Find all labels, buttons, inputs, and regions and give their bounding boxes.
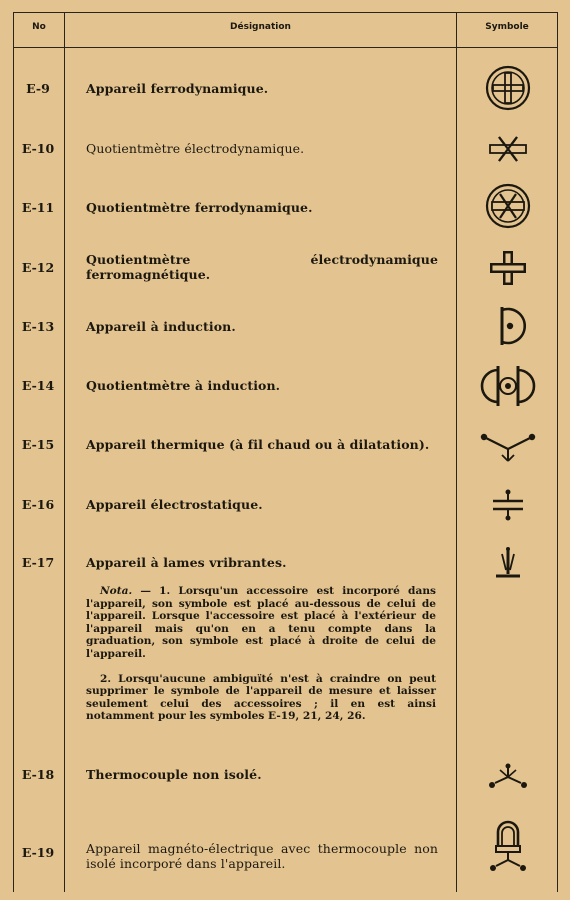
ferromagnetic-electrodynamic-ratiometer-icon [478,243,538,293]
nota-text-1: — 1. Lorsqu'un accessoire est incorporé dans l'appareil, son symbole est placé au-dessous de celui de l'appareil. Lorsque l'accessoire est placé à l'extérieur de l'appareil mais qu'on en a tenu compte dans la graduation, son symbole est placé à droite de celui de l'appareil. [86,585,436,660]
header-symbol: Symbole [485,22,529,32]
entry-designation: Appareil ferrodynamique. [86,81,269,96]
entry-code: E-10 [21,141,55,156]
header-no: No [32,22,46,32]
header-bottom-rule [13,47,558,48]
entry-designation: Quotientmètre électrodynamique. [86,141,305,156]
entry-code: E-12 [21,260,55,275]
table-border-left [13,12,14,892]
electrostatic-instrument-icon [478,480,538,530]
header-top-rule [13,12,558,13]
column-divider-1 [64,12,65,892]
induction-instrument-icon [478,301,538,351]
entry-designation: Appareil électrostatique. [86,497,263,512]
magnetoelectric-with-thermocouple-icon [478,814,538,876]
entry-designation: Appareil à lames vribrantes. [86,555,287,570]
entry-code: E-15 [21,437,55,452]
electrodynamic-ratiometer-icon [478,124,538,174]
uninsulated-thermocouple-icon [478,753,538,803]
entry-code: E-17 [21,555,55,570]
entry-designation: Appareil thermique (à fil chaud ou à dilatation). [86,437,430,452]
entry-designation: Thermocouple non isolé. [86,767,262,782]
table-border-right [557,12,558,892]
nota-paragraph-1 [86,585,436,661]
entry-code: E-9 [26,81,50,96]
entry-code: E-14 [21,378,55,393]
entry-designation: Quotientmètre ferrodynamique. [86,200,313,215]
entry-designation: Appareil magnéto-électrique avec thermocouple non isolé incorporé dans l'appareil. [86,841,438,871]
nota-label: Nota. [100,585,133,597]
entry-code: E-13 [21,319,55,334]
entry-code: E-18 [21,767,55,782]
nota-block [86,585,436,723]
header-designation: Désignation [230,22,291,32]
entry-code: E-19 [21,845,55,860]
thermal-instrument-icon [478,421,538,471]
nota-paragraph-2: 2. Lorsqu'aucune ambiguïté n'est à craindre on peut supprimer le symbole de l'appareil de mesure et laisser seulement celui des accessoires ; il en est ainsi notamment pour les symboles E-19, 21, 24, 26. [86,672,436,723]
entry-designation: Appareil à induction. [86,319,236,334]
entry-code: E-16 [21,497,55,512]
entry-designation: Quotientmètre à induction. [86,378,281,393]
ferrodynamic-instrument-icon [478,63,538,113]
induction-ratiometer-icon [478,361,538,411]
ferrodynamic-ratiometer-icon [478,181,538,231]
entry-code: E-11 [21,200,55,215]
column-divider-2 [456,12,457,892]
entry-designation: Quotientmètre électrodynamique ferromagnétique. [86,252,438,282]
vibrating-reed-instrument-icon [478,540,538,590]
